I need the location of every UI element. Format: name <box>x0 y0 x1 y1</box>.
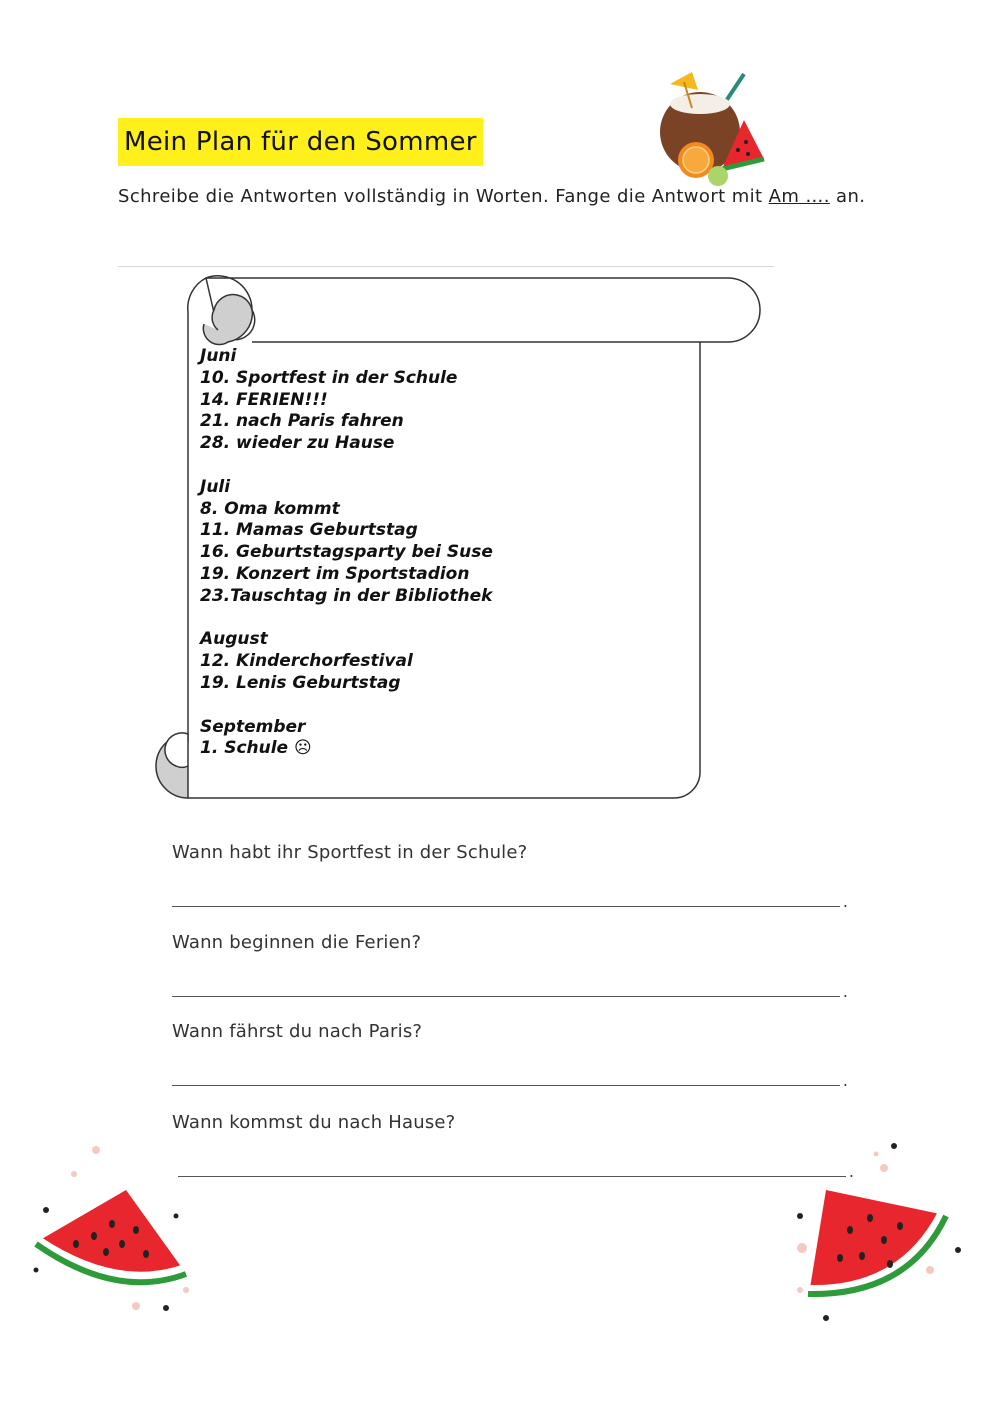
schedule-entry: 14. FERIEN!!! <box>200 389 328 410</box>
month-block-august <box>200 629 680 694</box>
question-2: Wann beginnen die Ferien? <box>172 932 422 953</box>
schedule-entry: 23.Tauschtag in der Bibliothek <box>200 585 493 606</box>
month-heading: Juni <box>200 346 237 366</box>
schedule-entry: 16. Geburtstagsparty bei Suse <box>200 542 493 563</box>
answer-line-4[interactable] <box>178 1176 846 1177</box>
page-title: Mein Plan für den Sommer <box>118 118 483 166</box>
schedule-entry: 21. nach Paris fahren <box>200 411 404 432</box>
divider <box>118 266 774 267</box>
answer-line-2[interactable] <box>172 996 840 997</box>
month-heading: August <box>200 629 268 650</box>
schedule-entry: 19. Konzert im Sportstadion <box>200 563 470 584</box>
instruction-underlined: Am …. <box>768 186 830 207</box>
answer-line-3[interactable] <box>172 1085 840 1086</box>
schedule <box>200 346 680 782</box>
month-block-juli <box>200 477 680 608</box>
month-heading: September <box>200 716 306 737</box>
schedule-entry: 8. Oma kommt <box>200 498 340 519</box>
watermelon-slice-icon <box>780 1140 970 1330</box>
schedule-entry: 12. Kinderchorfestival <box>200 651 413 672</box>
month-heading: Juli <box>200 476 231 497</box>
schedule-entry: 28. wieder zu Hause <box>200 433 395 454</box>
schedule-entry: 1. Schule ☹ <box>200 738 312 759</box>
question-1: Wann habt ihr Sportfest in der Schule? <box>172 842 528 863</box>
answer-line-1[interactable] <box>172 906 840 907</box>
instruction-text <box>118 186 865 207</box>
instruction-part-3: an. <box>829 186 866 207</box>
schedule-entry: 19. Lenis Geburtstag <box>200 672 401 693</box>
watermelon-slice-icon <box>26 1140 206 1320</box>
month-block-juni <box>200 346 680 455</box>
coconut-drink-icon <box>652 64 776 188</box>
question-3: Wann fährst du nach Paris? <box>172 1021 423 1042</box>
question-4: Wann kommst du nach Hause? <box>172 1112 456 1133</box>
schedule-entry: 10. Sportfest in der Schule <box>200 367 458 388</box>
instruction-part-1: Schreibe die Antworten vollständig in Worten. Fange die Antwort mit <box>118 186 769 207</box>
month-block-september <box>200 717 680 761</box>
schedule-entry: 11. Mamas Geburtstag <box>200 520 418 541</box>
